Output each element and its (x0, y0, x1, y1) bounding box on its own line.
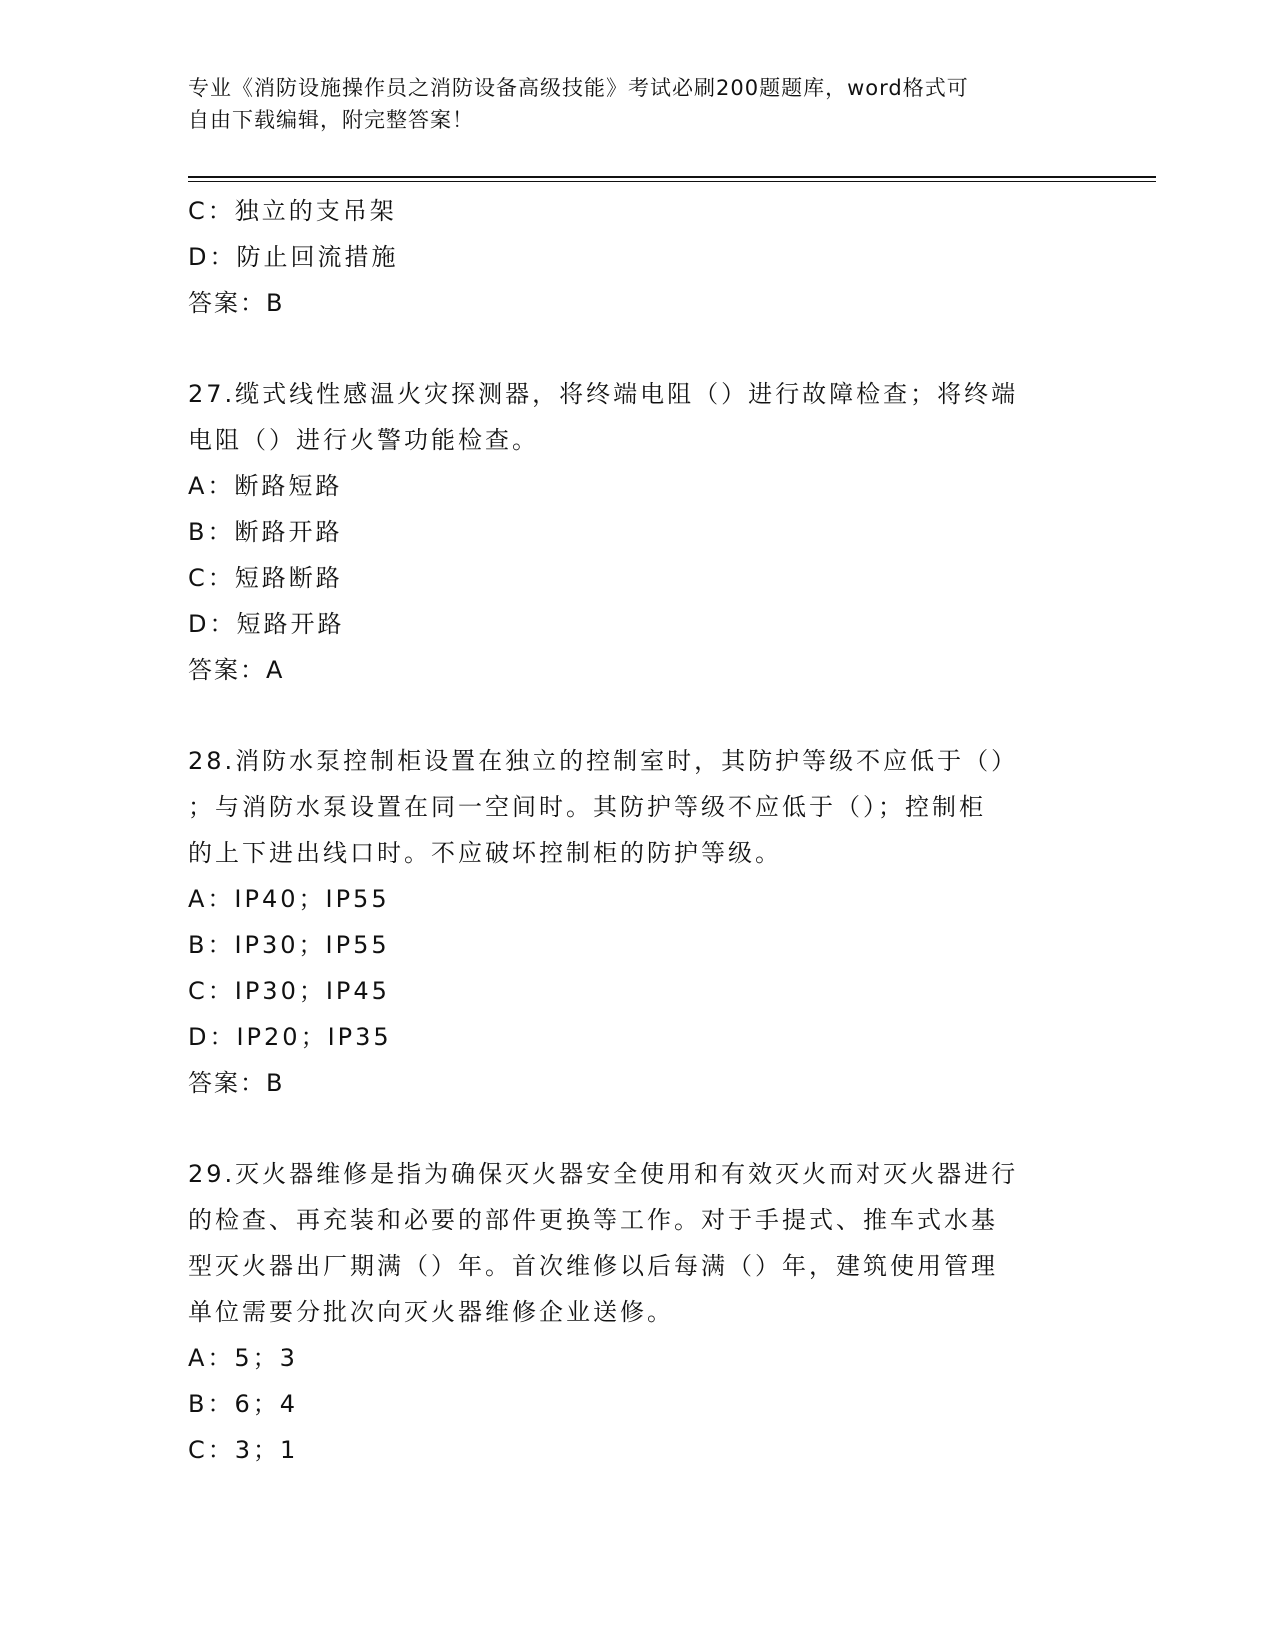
option-c: C：IP30；IP45 (188, 977, 390, 1005)
option-b: B：6；4 (188, 1390, 299, 1418)
question-stem-line: 27.缆式线性感温火灾探测器，将终端电阻（）进行故障检查；将终端 (188, 380, 1019, 408)
question-content (188, 188, 1088, 1473)
question-29 (188, 1151, 1088, 1473)
question-spacer (188, 326, 1088, 371)
answer-line: 答案：B (188, 1069, 285, 1097)
option-c: C：3；1 (188, 1436, 299, 1464)
question-stem-line: 28.消防水泵控制柜设置在独立的控制室时，其防护等级不应低于（） (188, 747, 1019, 775)
option-d: D：IP20；IP35 (188, 1023, 392, 1051)
question-stem-line: 单位需要分批次向灭火器维修企业送修。 (188, 1298, 674, 1326)
header-divider (188, 176, 1156, 178)
question-stem-line: 29.灭火器维修是指为确保灭火器安全使用和有效灭火而对灭火器进行 (188, 1160, 1019, 1188)
header-line-2: 自由下载编辑，附完整答案！ (188, 108, 474, 132)
question-stem-line: 的上下进出线口时。不应破坏控制柜的防护等级。 (188, 839, 782, 867)
option-b: B：断路开路 (188, 518, 343, 546)
question-26-fragment (188, 188, 1088, 326)
header-line-1: 专业《消防设施操作员之消防设备高级技能》考试必刷200题题库，word格式可 (188, 76, 969, 100)
question-spacer (188, 693, 1088, 738)
page-header (188, 72, 1068, 136)
question-spacer (188, 1106, 1088, 1151)
header-divider-thin (188, 181, 1156, 182)
question-stem-line: 的检查、再充装和必要的部件更换等工作。对于手提式、推车式水基 (188, 1206, 998, 1234)
option-d: D：防止回流措施 (188, 243, 399, 271)
answer-line: 答案：B (188, 289, 285, 317)
option-b: B：IP30；IP55 (188, 931, 390, 959)
option-d: D：短路开路 (188, 610, 345, 638)
option-c: C：独立的支吊架 (188, 197, 397, 225)
option-c: C：短路断路 (188, 564, 343, 592)
option-a: A：IP40；IP55 (188, 885, 390, 913)
question-28 (188, 738, 1088, 1106)
question-stem-line: ；与消防水泵设置在同一空间时。其防护等级不应低于（）；控制柜 (188, 793, 986, 821)
question-27 (188, 371, 1088, 693)
option-a: A：断路短路 (188, 472, 343, 500)
question-stem-line: 电阻（）进行火警功能检查。 (188, 426, 539, 454)
option-a: A：5；3 (188, 1344, 298, 1372)
question-stem-line: 型灭火器出厂期满（）年。首次维修以后每满（）年，建筑使用管理 (188, 1252, 998, 1280)
answer-line: 答案：A (188, 656, 285, 684)
